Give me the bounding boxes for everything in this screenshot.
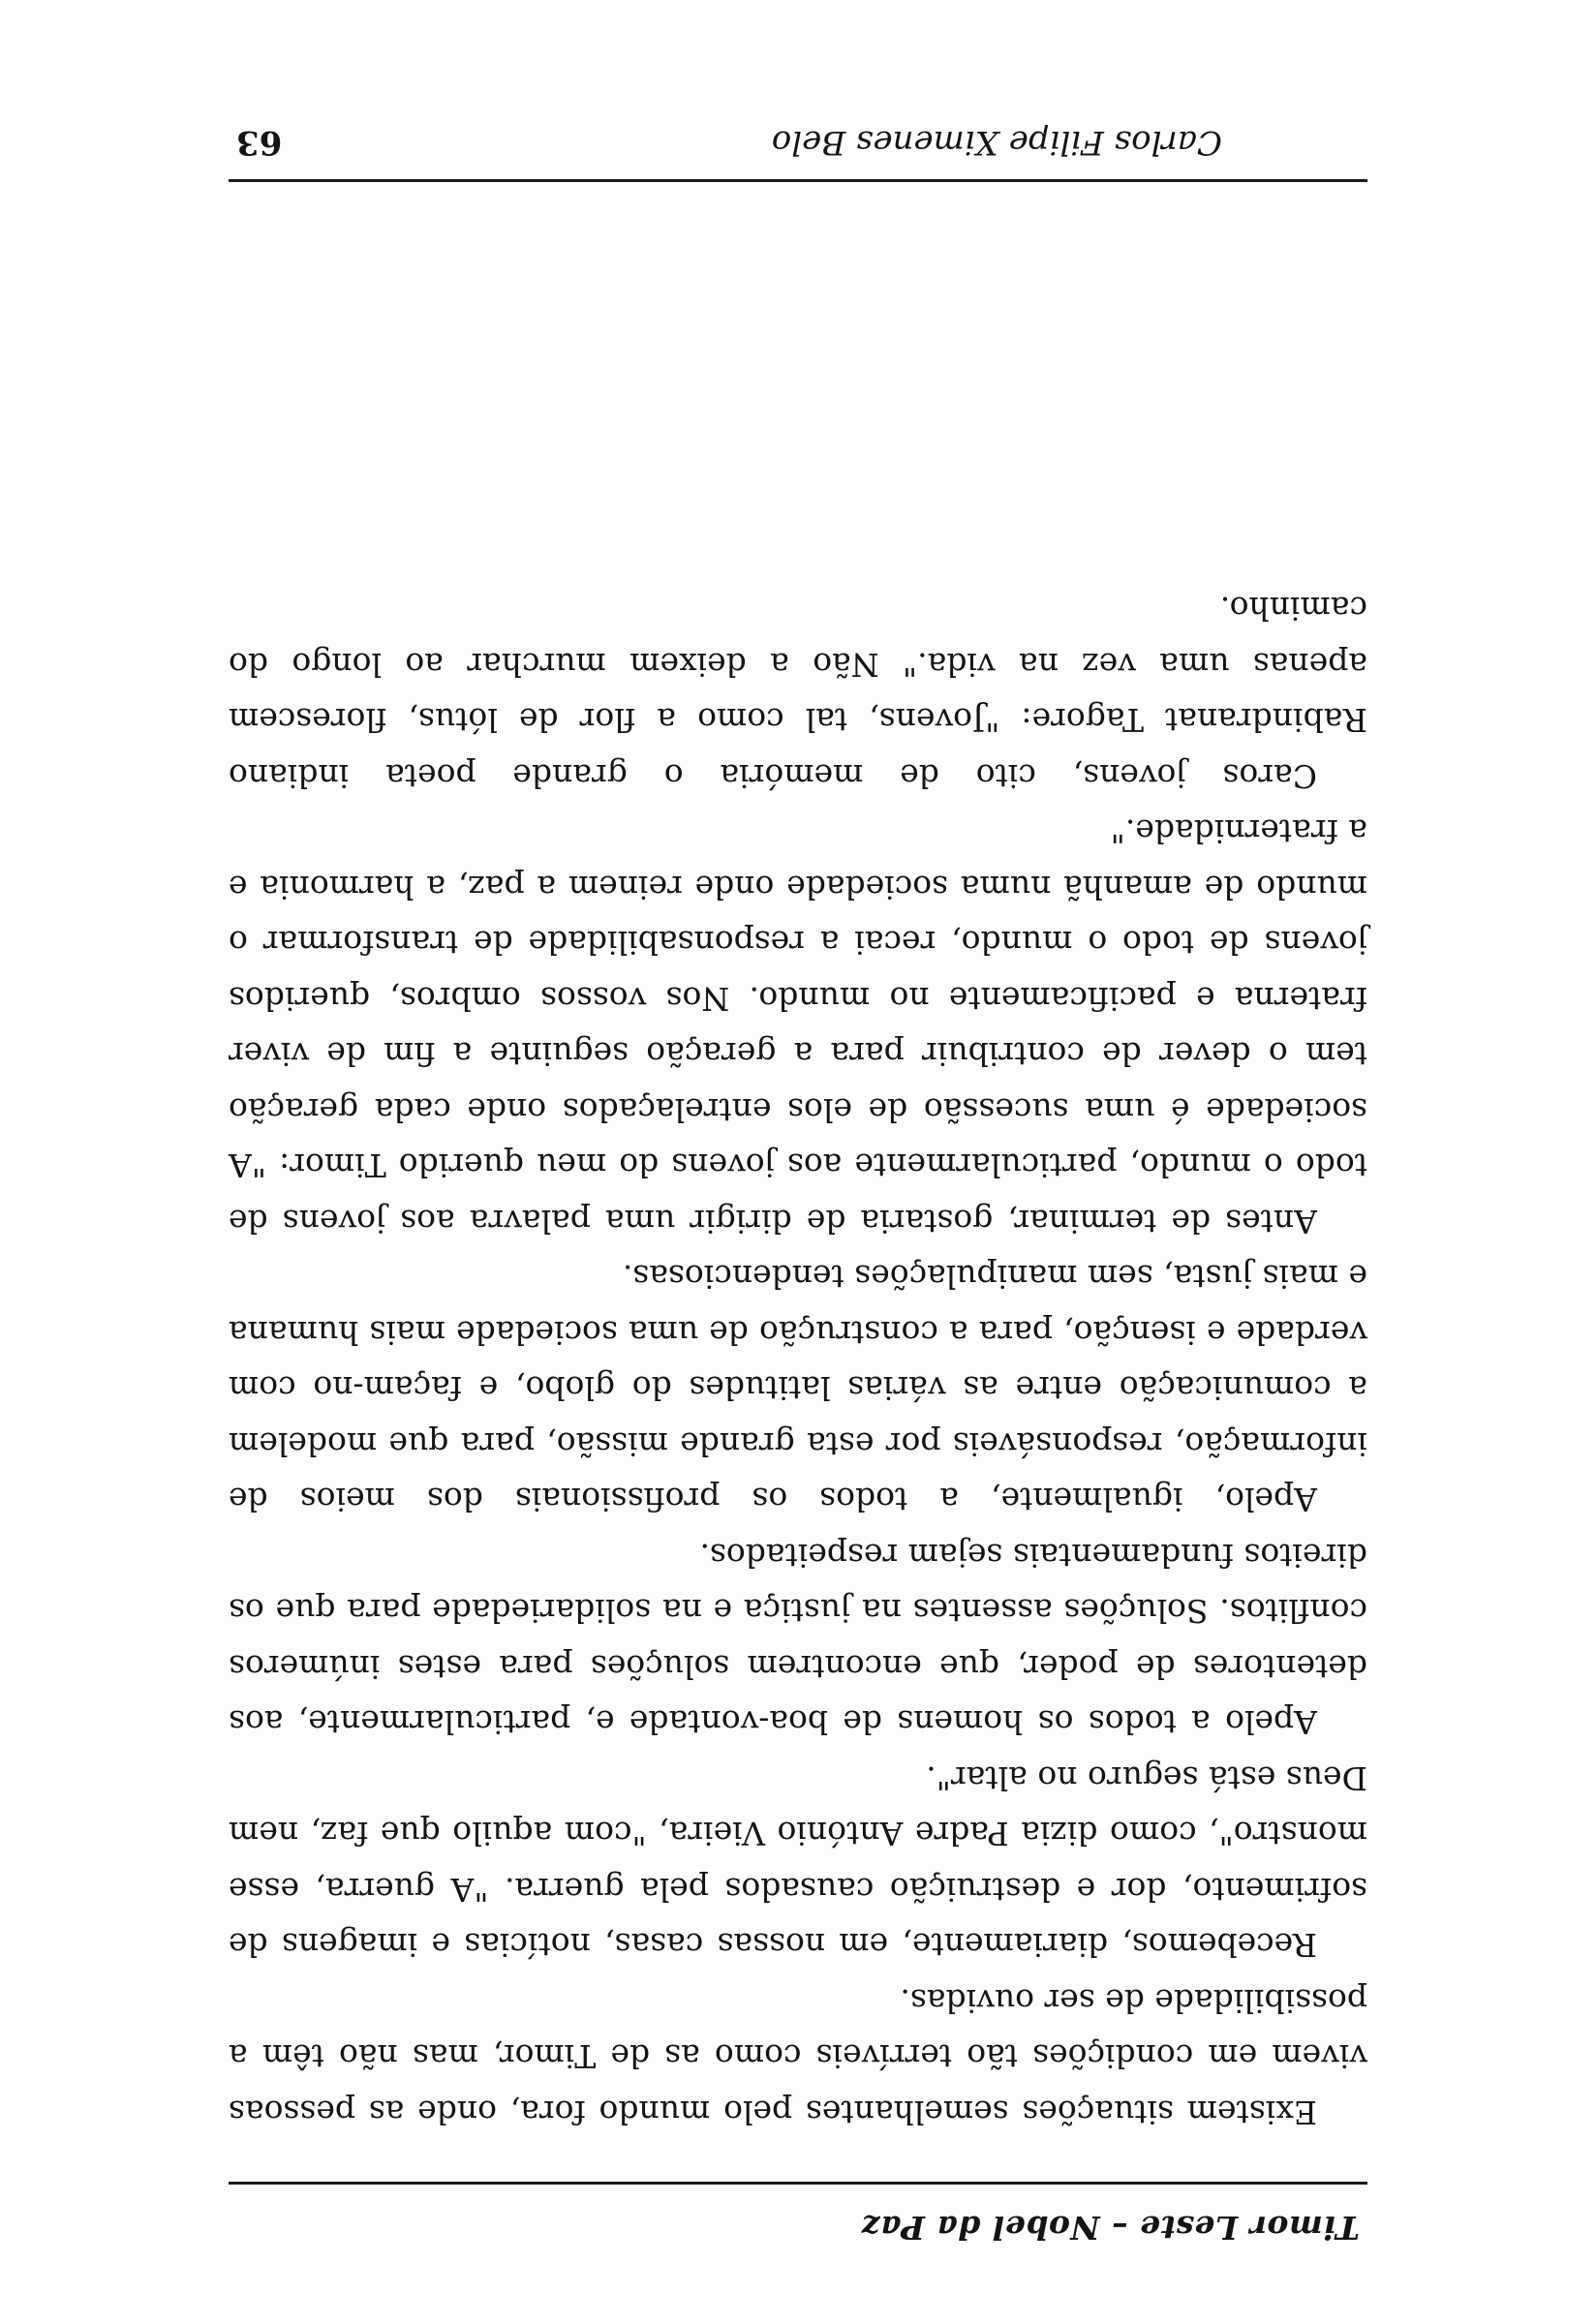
paragraph: Recebemos, diariamente, em nossas casas, notícias e imagens de sofrimento, dor e destruição causados pela guerra. "A guerra, esse monstro", como dizia Padre António Vieira, "com aquilo que faz, nem Deus está seguro no altar".	[229, 1759, 1367, 1965]
body-text	[229, 581, 1367, 2140]
author-name: Carlos Filipe Ximenes Belo	[771, 123, 1222, 162]
paragraph: Apelo, igualmente, a todos os profissionais dos meios de informação, responsáveis por esta grande missão, para que modelem a comunicação entre as várias latitudes do globo, e façam-no com verdade e isenção, para a construção de uma sociedade mais humana e mais justa, sem manipulações tendenciosas.	[229, 1258, 1367, 1519]
paragraph: Apelo a todos os homens de boa-vontade e, particularmente, aos detentores de poder, que encontrem soluções para estes inúmeros conflitos. Soluções assentes na justiça e na solidariedade para que os direitos fundamentais sejam respeitados.	[229, 1537, 1367, 1742]
running-title: Timor Leste – Nobel da Paz	[861, 2209, 1360, 2247]
running-footer	[229, 92, 1367, 182]
page-number: 63	[236, 123, 283, 162]
running-header	[229, 2182, 1367, 2252]
paragraph: Caros jovens, cito de memória o grande poeta indiano Rabindranat Tagore: "Jovens, tal como a flor de lótus, florescem apenas uma vez na vida." Não a deixem murchar ao longo do caminho.	[229, 590, 1367, 795]
paragraph: Antes de terminar, gostaria de dirigir uma palavra aos jovens de todo o mundo, particularmente aos jovens do meu querido Timor: "A sociedade é uma sucessão de elos entrelaçados onde cada geração tem o dever de contribuir para a geração seguinte a fim de viver fraterna e pacificamente no mundo. Nos vossos ombros, queridos jovens de todo o mundo, recai a responsabilidade de transformar o mundo de amanhã numa sociedade onde reinem a paz, a harmonia e a fraternidade."	[229, 812, 1367, 1240]
paragraph: Existem situações semelhantes pelo mundo fora, onde as pessoas vivem em condições tão terríveis como as de Timor, mas não têm a possibilidade de ser ouvidas.	[229, 1982, 1367, 2131]
